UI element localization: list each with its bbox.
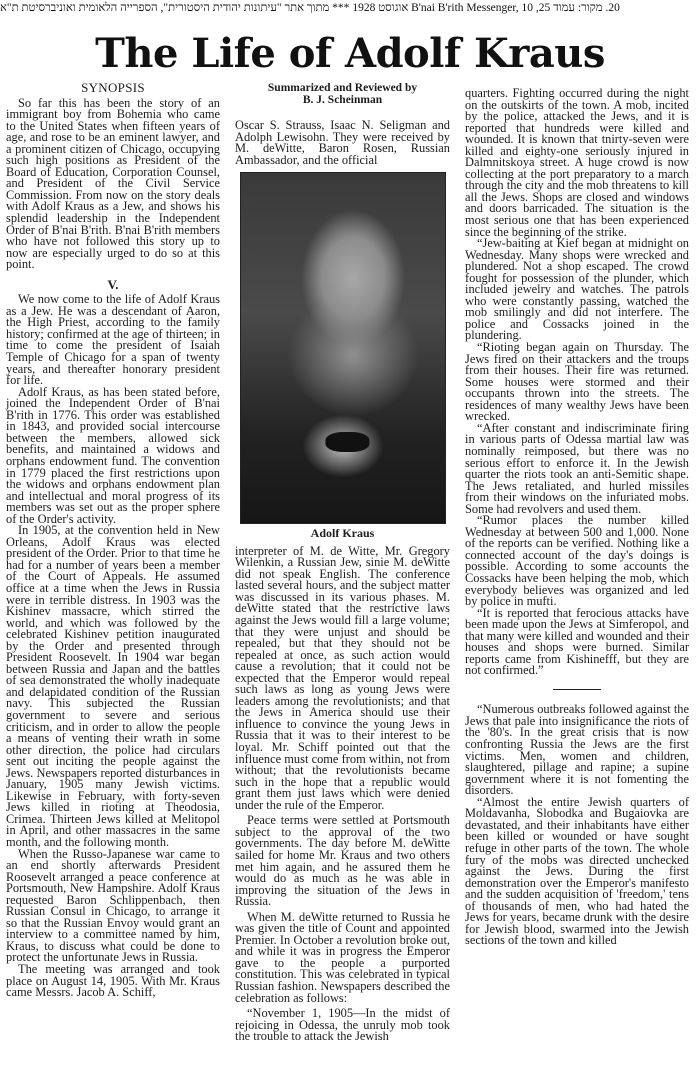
paragraph: “It is reported that ferocious attacks have been made upon the Jews at Simferopol, and that many were killed and wounded and their houses and shops were burned. Similar reports came from Kishinefff, but they are not confirmed.”	[465, 605, 689, 678]
column-3	[465, 88, 689, 947]
paragraph: “Almost the entire Jewish quarters of Moldavanha, Slobodka and Bugaiovka are devastated, and their inhabitants have either been killed or wounded or have sought refuge in other parts of the town. The whole fury of the mobs was directed unchecked against the Jews. During the first demonstration over the Emperor's manifesto and the sudden acquisition of 'freedom,' tens of thousands of men, who had hated the Jews for years, became drunk with the desire for Jewish blood, swarmed into the Jewish sections of the town and killed	[465, 794, 689, 948]
byline	[235, 82, 450, 106]
paragraph: “Numerous outbreaks followed against the Jews that pale into insignificance the riots of the '80's. In the great crisis that is now confronting Russia the Jews are the first victims. Men, women and children, slaughtered, pillage and rapine; a supine government where it is not fomenting the disorders.	[465, 702, 689, 798]
synopsis-heading: SYNOPSIS	[81, 80, 145, 95]
column-1	[6, 82, 220, 999]
paragraph: Adolf Kraus, as has been stated before, joined the Independent Order of B'nai B'rith in 1776. This order was established in 1843, and provided social intercourse between the members, allowed sick benefits, and maintained a widows and orphans endowment fund. The convention in 1779 placed the first restrictions upon the widows and orphans endowment plan and intellectual and moral progress of its members was set out as the proper sphere of the Order's activity.	[6, 384, 220, 526]
byline-label: Summarized and Reviewed by	[267, 82, 418, 94]
byline-author: B. J. Scheinman	[302, 94, 383, 106]
paragraph: In 1905, at the convention held in New Orleans, Adolf Kraus was elected president of the Order. Prior to that time he had for a number of years been a member of the Court of Appeals. He assumed office at a time when the Jews in Russia were in terrible distress. In 1903 was the Kishinev massacre, which stirred the world, and which was followed by the celebrated Kishinev petition inaugurated by the Order and presented through President Roosevelt. In 1904 war began between Russia and Japan and the battles of sea demonstrated the wholly inadequate and delapidated condition of the Russian navy. This subjected the Russian government to severe and serious criticism, and in order to allow the people a means of venting their wrath in some other direction, the police had circulars sent out inciting the people against the Jews. Newspapers reported disturbances in January, 1905 many Jewish victims. Likewise in February, with forty-seven Jews killed in rioting at Theodosia, Crimea. Thirteen Jews killed at Melitopol in April, and other massacres in the same month, and the following month.	[6, 523, 220, 849]
paragraph: When M. deWitte returned to Russia he was given the title of Count and appointed Premier. In October a revolution broke out, and while it was in progress the Emperor gave to the people a purported constitution. This was celebrated in typical Russian fashion. Newspapers described the celebration as follows:	[235, 909, 450, 1005]
paragraph: We now come to the life of Adolf Kraus as a Jew. He was a descendant of Aaron, the High Priest, according to the family history; confirmed at the age of thirteen; in time to come the president of Isaiah Temple of Chicago for a span of twenty years, and thereafter honorary president for life.	[6, 292, 220, 388]
paragraph: The meeting was arranged and took place on August 14, 1905. With Mr. Kraus came Messrs. Jacob A. Schiff,	[6, 962, 220, 1000]
section-number: V.	[107, 276, 119, 292]
paragraph: When the Russo-Japanese war came to an end shortly afterwards President Roosevelt arranged a peace conference at Portsmouth, New Hampshire. Adolf Kraus requested Baron Schlippenbach, then Russian Consul in Chicago, to arrange it so that the Russian Envoy would grant an interview to a committee named by him, Kraus, to discuss what could be done to protect the unfortunate Jews in Russia.	[6, 846, 220, 965]
photo-caption: Adolf Kraus	[310, 526, 375, 541]
paragraph: Peace terms were settled at Portsmouth subject to the approval of the two governments. The day before M. deWitte sailed for home Mr. Kraus and two others met him again, and he assured them he would do as much as he was able in improving the situation of the Jews in Russia.	[235, 813, 450, 909]
paragraph: “Rumor places the number killed Wednesday at between 500 and 1,000. None of the reports can be verified. Nothing like a connected account of the day's doings is possible. According to some accounts the Cossacks have been helping the mob, which everybody believes was organized and led by police in mufti.	[465, 513, 689, 609]
paragraph: Oscar S. Strauss, Isaac N. Seligman and Adolph Lewisohn. They were received by M. deWitte, Baron Rosen, Russian Ambassador, and the official	[235, 118, 450, 167]
paragraph: “After constant and indiscriminate firing in various parts of Odessa martial law was nominally reimposed, but there was no serious effort to enforce it. In the Jewish quarter the riots took an anti-Semitic shape. The Jews retaliated, and hurled missiles from their windows on the infuriated mobs. Some had revolvers and used them.	[465, 420, 689, 516]
article-title: The Life of Adolf Kraus	[95, 30, 605, 77]
source-citation: 20. מקור: עמוד 25, B'nai B'rith Messenger, 10 אוגוסט 1928 *** מתוך אתר "עיתונות יהודית היסטורית", הספרייה הלאומית ואוניברסיטת ת"א	[0, 2, 620, 14]
bow-tie-shape	[325, 432, 369, 452]
paragraph: interpreter of M. de Witte, Mr. Gregory Wilenkin, a Russian Jew, sinie M. deWitte did not speak English. The conference lasted several hours, and the subject matter was discussed in its various phases. M. deWitte stated that the restrictive laws against the Jews would fill a large volume; that they were unjust and should be repealed, but that they should not be repealed at once, as such action would cause a revolution; that it could not be expected that the Emperor would repeal such laws as long as young Jews were leaders among the revolutionists; and that the Jews in America should use their influence to convince the young Jews in Russia that it was to their interest to be loyal. Mr. Schiff pointed out that the influence must come from within, not from without; that the revolutionists became such in the hope that a republic would grant them just laws which were denied under the rule of the Emperor.	[235, 543, 450, 812]
section-divider	[553, 689, 601, 691]
synopsis-text: So far this has been the story of an immigrant boy from Bohemia who came to the United States when fifteen years of age, and rose to be an eminent lawyer, and a prominent citizen of Chicago, occupying such high positions as President of the Board of Education, Corporation Counsel, and President of the Civil Service Commission. From now on the story deals with Adolf Kraus as a Jew, and shows his splendid leadership in the Independent Order of B'nai B'rith. B'nai B'rith members who have not followed this story up to now are especially urged to do so at this point.	[6, 95, 220, 272]
portrait-photo	[240, 172, 446, 524]
paragraph: “Rioting began again on Thursday. The Jews fired on their attackers and the troups from their houses. Their fire was returned. Some houses were stormed and their occupants thrown into the streets. The residences of many wealthy Jews have been wrecked.	[465, 340, 689, 424]
paragraph: quarters. Fighting occurred during the night on the outskirts of the town. A mob, incited by the police, attacked the Jews, and it is reported that hundreds were killed and wounded. It is known that tnirty-seven were killed and eighty-one seriously injured in Dalmnitskoya street. A huge crowd is now collecting at the port preparatory to a march through the city and the mob threatens to kill all the Jews. Shops are closed and windows and doors barricaded. The situation is the most serious one that has been experienced since the beginning of the strike.	[465, 86, 689, 239]
paragraph: “November 1, 1905—In the midst of rejoicing in Odessa, the unruly mob took the trouble to attack the Jewish	[235, 1006, 450, 1044]
paragraph: “Jew-baiting at Kief began at midnight on Wednesday. Many shops were wrecked and plundered. Not a shop escaped. The crowd fought for possession of the plunder, which included jewelry and watches. The patrols who were constantly passing, watched the mob smilingly and did not interfere. The police and Cossacks joined in the plundering.	[465, 236, 689, 343]
column-2	[235, 82, 450, 1043]
